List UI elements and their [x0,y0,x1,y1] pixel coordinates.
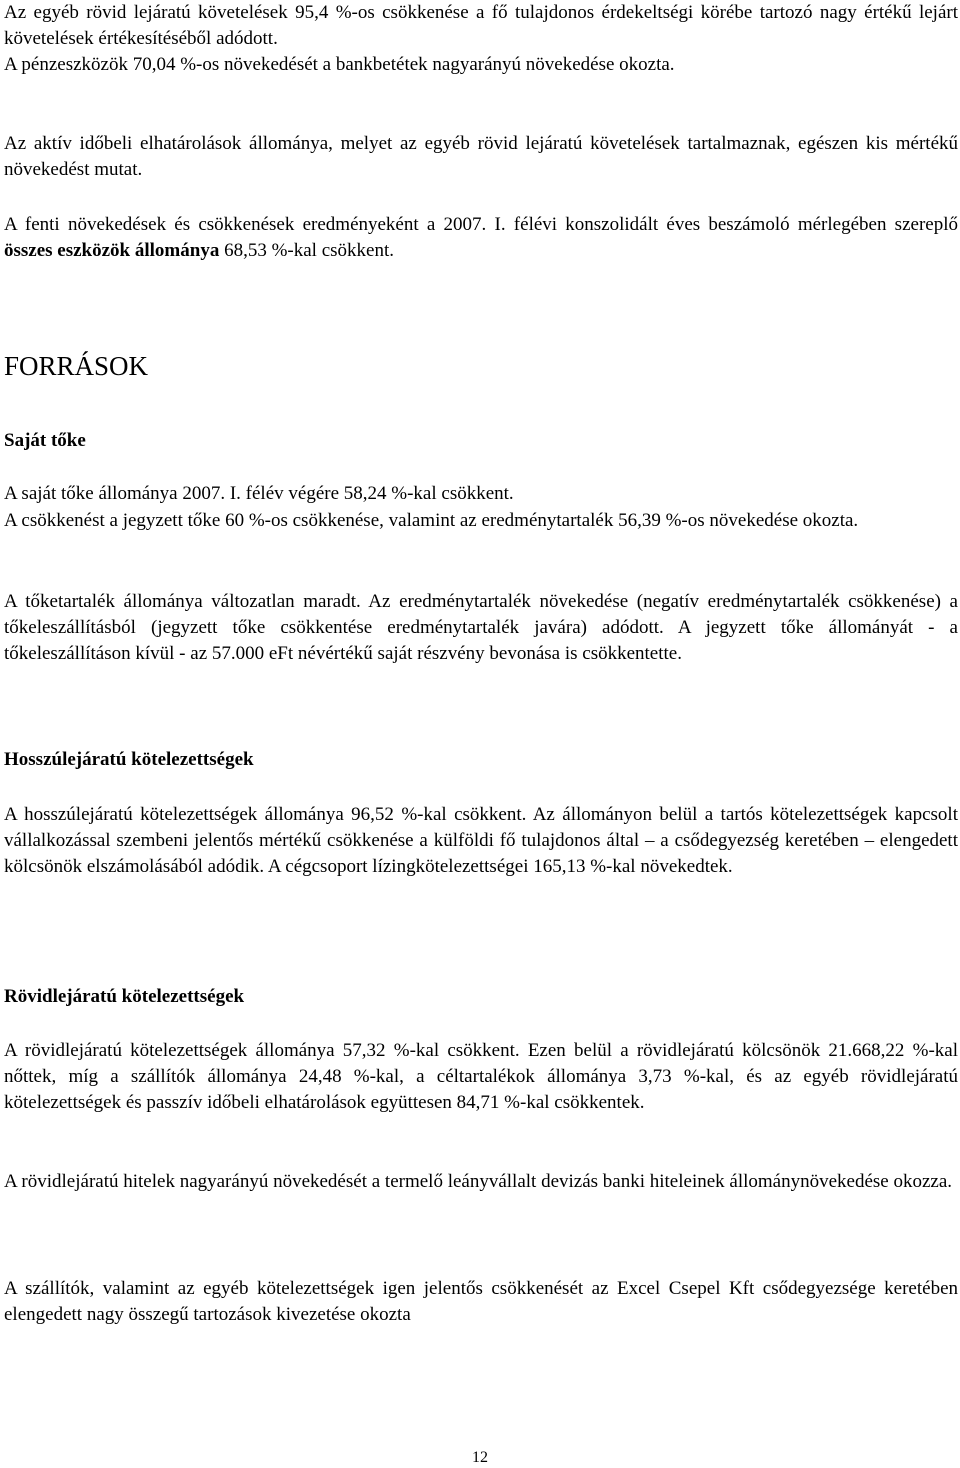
paragraph-cash: A pénzeszközök 70,04 %-os növekedését a bankbetétek nagyarányú növekedése okozta. [4,54,675,75]
paragraph-accruals: Az aktív időbeli elhatárolások állománya, melyet az egyéb rövid lejáratú követelések tartalmaznak, egészen kis mértékű növekedést mutat. [4,133,958,180]
paragraph-equity-2: A csökkenést a jegyzett tőke 60 %-os csökkenése, valamint az eredménytartalék 56,39 %-os növekedése okozta. [4,510,859,531]
total-assets-text-a: A fenti növekedések és csökkenések eredményeként a 2007. I. félévi konszolidált éves beszámoló mérlegében szereplő [4,214,958,235]
paragraph-other-receivables: Az egyéb rövid lejáratú követelések 95,4 %-os csökkenése a fő tulajdonos érdekeltségi körébe tartozó nagy értékű lejárt követelések értékesítéséből adódott. [4,2,958,49]
paragraph-short-term-liabilities-2: A rövidlejáratú hitelek nagyarányú növekedését a termelő leányvállalt devizás banki hiteleinek állománynövekedése okozza. [4,1171,953,1192]
section-heading-forrasok: FORRÁSOK [4,351,149,381]
paragraph-total-assets [4,212,958,264]
paragraph-long-term-liabilities: A hosszúlejáratú kötelezettségek állománya 96,52 %-kal csökkent. Az állományon belül a tartós kötelezettségek kapcsolt vállalkozással szembeni jelentős mértékű csökkenése a külföldi fő tulajdonos által – a csődegyezség keretében – elengedett kölcsönök elszámolásából adódik. A cégcsoport lízingkötelezettségei 165,13 %-kal növekedtek. [4,804,958,877]
total-assets-bold: összes eszközök állománya [4,240,220,261]
total-assets-text-c: 68,53 %-kal csökkent. [219,240,394,261]
subheading-sajat-toke: Saját tőke [4,430,86,451]
paragraph-short-term-liabilities-3: A szállítók, valamint az egyéb kötelezettségek igen jelentős csökkenését az Excel Csepel Kft csődegyezsége keretében elengedett nagy összegű tartozások kivezetése okozta [4,1278,958,1325]
paragraph-short-term-liabilities-1: A rövidlejáratú kötelezettségek állománya 57,32 %-kal csökkent. Ezen belül a rövidlejáratú kölcsönök 21.668,22 %-kal nőttek, míg a szállítók állománya 24,48 %-kal, a céltartalékok állománya 3,73 %-kal, és az egyéb rövidlejáratú kötelezettségek és passzív időbeli elhatárolások együttesen 84,71 %-kal csökkentek. [4,1040,958,1113]
paragraph-equity-3: A tőketartalék állománya változatlan maradt. Az eredménytartalék növekedése (negatív eredménytartalék csökkenése) a tőkeleszállításból (jegyzett tőke csökkentése eredménytartalék javára) adódott. A jegyzett tőke állományát - a tőkeleszállításon kívül - az 57.000 eFt névértékű saját részvény bevonása is csökkentette. [4,591,958,664]
paragraph-equity-1: A saját tőke állománya 2007. I. félév végére 58,24 %-kal csökkent. [4,483,514,504]
subheading-long-term-liabilities: Hosszúlejáratú kötelezettségek [4,749,254,770]
subheading-short-term-liabilities: Rövidlejáratú kötelezettségek [4,986,245,1007]
page-number: 12 [472,1449,488,1466]
